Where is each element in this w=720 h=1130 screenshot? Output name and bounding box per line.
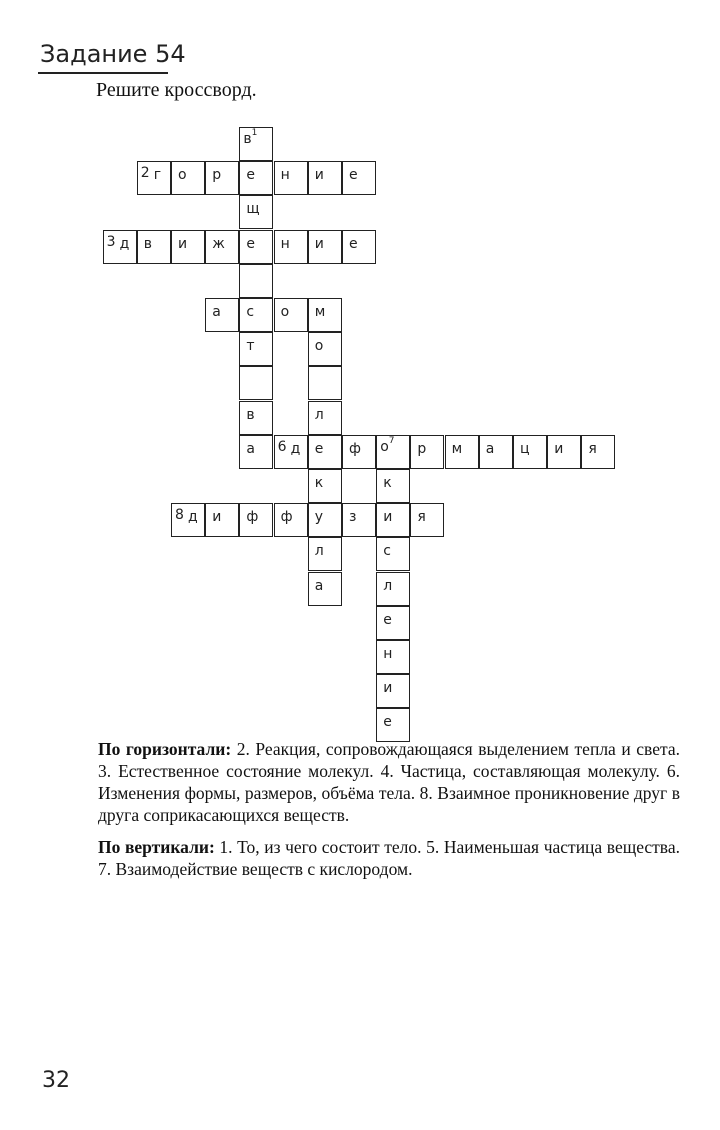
cell-letter: н: [383, 646, 393, 662]
crossword-cell[interactable]: [547, 435, 581, 469]
crossword-cell[interactable]: [137, 161, 171, 195]
crossword-cell[interactable]: [308, 401, 342, 435]
crossword-cell[interactable]: [205, 230, 239, 264]
cell-letter: г: [153, 167, 162, 184]
crossword-cell[interactable]: [171, 230, 205, 264]
clue-number: $о^7$: [380, 435, 395, 455]
crossword-cell[interactable]: [308, 230, 342, 264]
cell-letter: д: [188, 509, 198, 526]
crossword-cell[interactable]: [376, 640, 410, 674]
cell-letter: л: [314, 543, 324, 560]
clue-number: 3: [106, 233, 116, 250]
crossword-cell[interactable]: [410, 503, 444, 537]
cell-letter: м: [314, 304, 326, 320]
crossword-cell[interactable]: [376, 606, 410, 640]
cell-letter: и: [383, 509, 393, 526]
clue-number: 6: [277, 438, 287, 455]
clues-horizontal-title: По горизонтали:: [98, 739, 232, 759]
clue-number-superscript: 1: [251, 128, 258, 138]
crossword-cell[interactable]: [308, 161, 342, 195]
task-heading: Задание 54: [40, 40, 186, 68]
cell-letter: к: [383, 475, 392, 491]
crossword-cell[interactable]: [342, 161, 376, 195]
cell-letter: в: [246, 406, 255, 423]
clue-number-superscript: 7: [388, 435, 395, 446]
crossword-cell[interactable]: [239, 230, 273, 264]
cell-letter: е: [246, 167, 256, 184]
crossword-cell[interactable]: [205, 503, 239, 537]
cell-letter: и: [212, 509, 222, 526]
cell-letter: с: [246, 304, 255, 320]
crossword-cell[interactable]: [376, 537, 410, 571]
cell-letter: а: [485, 440, 495, 457]
crossword-cell[interactable]: [274, 435, 308, 469]
cell-letter: м: [451, 440, 463, 457]
cell-letter: л: [383, 577, 393, 594]
cell-letter: о: [280, 304, 290, 320]
cell-letter: я: [417, 509, 426, 526]
crossword-cell[interactable]: [239, 264, 273, 298]
cell-letter: е: [314, 440, 324, 457]
crossword-cell[interactable]: [239, 435, 273, 469]
crossword-cell[interactable]: [274, 161, 308, 195]
cell-letter: ф: [280, 509, 293, 526]
cell-letter: е: [349, 235, 358, 252]
crossword-cell[interactable]: [103, 230, 137, 264]
cell-letter: и: [554, 440, 564, 457]
clues-section: [98, 738, 680, 890]
cell-letter: е: [349, 167, 358, 184]
clues-horizontal-text: 2. Реакция, сопровождающаяся выделением тепла и света. 3. Естественное состояние молекул. 4. Частица, составляющая молекулу. 6. Изменения формы, размеров, объёма тела. 8. Взаимное проникновение друг в друга соприкасающихся веществ.: [98, 739, 680, 825]
cell-letter: ж: [212, 235, 225, 252]
cell-letter: у: [314, 509, 324, 526]
cell-letter: ф: [349, 440, 361, 457]
crossword-cell[interactable]: [239, 503, 273, 537]
cell-letter: д: [119, 235, 130, 252]
cell-letter: ц: [520, 440, 530, 457]
crossword-cell[interactable]: [239, 127, 273, 161]
crossword-cell[interactable]: [308, 469, 342, 503]
crossword-cell[interactable]: [376, 469, 410, 503]
cell-letter: д: [290, 440, 301, 457]
clue-number: 2: [140, 165, 150, 182]
crossword-cell[interactable]: [205, 161, 239, 195]
crossword-cell[interactable]: [581, 435, 615, 469]
cell-letter: р: [212, 167, 222, 184]
cell-letter: и: [178, 235, 188, 252]
cell-letter: и: [314, 167, 324, 184]
cell-letter: е: [383, 714, 392, 731]
crossword-cell[interactable]: [239, 332, 273, 366]
cell-letter: з: [349, 509, 357, 526]
crossword-cell[interactable]: [274, 298, 308, 332]
clue-number: 8: [175, 507, 184, 524]
cell-letter: т: [246, 338, 255, 355]
clues-horizontal: [98, 738, 680, 826]
cell-letter: н: [280, 167, 290, 184]
cell-letter: е: [246, 235, 256, 252]
crossword-cell[interactable]: [308, 366, 342, 400]
cell-letter: о: [314, 338, 324, 355]
cell-letter: и: [383, 680, 393, 697]
crossword-cell[interactable]: [239, 161, 273, 195]
cell-letter: с: [383, 543, 391, 560]
cell-letter: а: [314, 577, 324, 594]
crossword-cell[interactable]: [205, 298, 239, 332]
crossword-cell[interactable]: [274, 230, 308, 264]
crossword-cell[interactable]: [342, 435, 376, 469]
task-instruction: Решите кроссворд.: [96, 79, 257, 101]
crossword-cell[interactable]: [137, 230, 171, 264]
crossword-cell[interactable]: [171, 503, 205, 537]
crossword-cell[interactable]: [308, 503, 342, 537]
crossword-cell[interactable]: [308, 298, 342, 332]
crossword-cell[interactable]: [239, 366, 273, 400]
crossword-cell[interactable]: [308, 572, 342, 606]
cell-letter: ф: [246, 509, 259, 526]
cell-letter: е: [383, 611, 392, 628]
crossword-cell[interactable]: [171, 161, 205, 195]
crossword-cell[interactable]: [376, 435, 410, 469]
cell-letter: о: [178, 167, 187, 184]
crossword-cell[interactable]: [376, 674, 410, 708]
crossword-cell[interactable]: [445, 435, 479, 469]
crossword-cell[interactable]: [308, 537, 342, 571]
crossword-cell[interactable]: [308, 332, 342, 366]
crossword-cell[interactable]: [239, 195, 273, 229]
crossword-cell[interactable]: [342, 503, 376, 537]
cell-letter: к: [314, 475, 324, 491]
clues-vertical-text: 1. То, из чего состоит тело. 5. Наименьшая частица вещества. 7. Взаимодействие веществ с кислородом.: [98, 837, 680, 879]
crossword-cell[interactable]: [342, 230, 376, 264]
crossword-cell[interactable]: [239, 401, 273, 435]
cell-letter: а: [212, 304, 221, 320]
cell-letter: я: [588, 440, 597, 457]
cell-letter: щ: [246, 201, 260, 218]
crossword-cell[interactable]: [410, 435, 444, 469]
cell-letter: и: [314, 235, 324, 252]
crossword-cell[interactable]: [239, 298, 273, 332]
clues-vertical-title: По вертикали:: [98, 837, 215, 857]
crossword-cell[interactable]: [513, 435, 547, 469]
crossword-cell[interactable]: [308, 435, 342, 469]
clue-number: $в^1$: [243, 128, 258, 147]
crossword-cell[interactable]: [479, 435, 513, 469]
cell-letter: н: [280, 235, 290, 252]
cell-letter: в: [143, 235, 153, 252]
clues-vertical: [98, 836, 680, 880]
cell-letter: а: [246, 440, 255, 457]
crossword-cell[interactable]: [274, 503, 308, 537]
crossword-cell[interactable]: [376, 572, 410, 606]
crossword-cell[interactable]: [376, 503, 410, 537]
cell-letter: л: [314, 406, 324, 423]
cell-letter: р: [417, 440, 427, 457]
page-number: 32: [42, 1068, 70, 1093]
